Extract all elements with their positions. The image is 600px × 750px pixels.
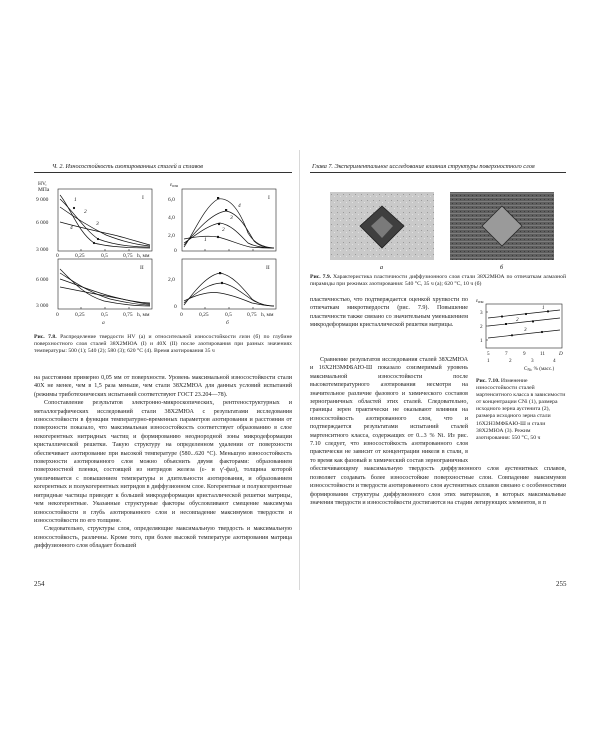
figure-7-10-label: Рис. 7.10. (476, 378, 500, 384)
curve-num-4: 4 (70, 225, 73, 231)
xb-tick-3: 0,75 (247, 312, 257, 318)
fig710-ytick-1: 1 (480, 338, 483, 344)
right-head-rule (310, 172, 566, 173)
curve-b1-3 (184, 211, 274, 248)
figure-7-9-caption (310, 274, 566, 288)
right-page-number: 255 (556, 580, 567, 588)
left-head-rule (34, 172, 292, 173)
right-paragraph-2: Сравнение результатов исследования сталей 38Х2МЮА и 16Х2Н3МФБАЮ-Ш показало соизмеримый уровень максимальной износостойкости после высокотемпературного азотирования несмотря на значительное различие фазового и химического составов зернограничных областей этих сталей. Следовательно, границы зерен практически не оказывают влияния на износостойкость азотированного слоя, что и подтверждается результатами испытаний сталей мартенситного класса, содержащих от 0...3 % Ni. Из рис. 7.10 следует, что износостойкость азотированного слоя практически не зависит от концентрации никеля в стали, в то время как фазовый и химический состав зернограничных (310, 357, 468, 464)
left-running-head: Ч. 2. Износостойкость азотированных сталей и сплавов (52, 163, 203, 170)
hv-tick-2: 6 000 (36, 220, 49, 226)
xa-tick-2: 0,5 (101, 253, 108, 259)
left-paragraph-3: Следовательно, структуры слоя, определяющие максимальную твердость и максимальную износостойкость, различны. Кроме того, при более высокой температуре азотирования матрица диффузионного слоя обладает большей (34, 526, 292, 550)
xb-unit: h, мм (261, 312, 274, 318)
right-body-narrow (310, 356, 468, 466)
panel-a-label: а (102, 320, 105, 326)
figure-7-8-label: Рис. 7.8. (34, 334, 57, 340)
figure-7-9-micrographs (330, 192, 560, 272)
left-page-number: 254 (34, 580, 45, 588)
fig710-xtop-d: D (559, 351, 563, 357)
axis-hv-unit: МПа (38, 187, 50, 193)
curve-a2-4 (60, 287, 150, 303)
fig710-line-1 (488, 310, 560, 318)
xa-tick-3: 0,75 (123, 253, 133, 259)
xa2-tick-1: 0,25 (75, 312, 85, 318)
fig710-xtop-3: 9 (523, 351, 526, 357)
curve-num-b2: 2 (222, 227, 225, 233)
curve-a2-1 (60, 269, 150, 306)
eps-tick-4: 0 (174, 248, 177, 254)
right-page (300, 0, 600, 750)
figure-7-9-label: Рис. 7.9. (310, 274, 332, 280)
fig710-num-3: 3 (524, 327, 527, 333)
figure-7-9-caption-text: Характеристика пластичности диффузионного слоя стали 38Х2МЮА по отпечаткам алмазной пирамиды при режимах азотирования: 540 °C, 35 ч (а); 620 °C, 10 ч (б) (310, 274, 567, 288)
fig710-ytick-3: 3 (480, 310, 483, 316)
curve-a2-2 (60, 273, 150, 305)
fig710-xbot-2: 2 (509, 358, 512, 364)
right-paragraph-1: пластичностью, что подтверждается оценкой хрупкости по отпечаткам микротвердости (рис. 7.9). Повышение пластичности также связано со значительным уменьшением микродеформации кристаллической решетки матрицы. (310, 297, 468, 329)
left-paragraph-2: Сопоставление результатов электронно-микроскопических, рентгеноструктурных и металлографических исследований стали 38Х2МЮА с результатами исследования износостойкости в функции температурно-временных параметров азотирования и расстояния от поверхности показало, что максимальная износостойкость соответствует образованию в слое некогерентных нитридных частиц и формированию неоднородной зоны микродеформации кристаллической решетки. Такую структуру на определенном удалении от поверхности обеспечивает азотирование при высокой температуре (580...620 °C). Меньшую износостойкость поверхности азотированного слоя можно объяснить двумя факторами: образованием поверхностной пленки, состоящей из нитридов железа (ε- и γ′-фаз), толщина которой увеличивается с повышением температуры и длительности азотирования, и образованием когерентных и полукогерентных нитридов в диффузионном слое. Когерентные и полукогерентные нитридные частицы приводят к большей микродеформации кристаллической решетки матрицы, чем некогерентные. Указанные структурные факторы обусловливают смещение максимума износостойкости в глубь азотированного слоя и несовпадение максимумов твердости и износостойкости по его толщине. (34, 400, 292, 524)
hv-tick-5: 3 000 (36, 303, 49, 309)
eps-tick-1: 6,0 (168, 197, 175, 203)
curve-num-3: 3 (96, 221, 99, 227)
eps-tick-2: 4,0 (168, 215, 175, 221)
roman-1-b: I (268, 195, 270, 201)
fig710-xbot-4: 4 (553, 358, 556, 364)
xb-tick-0: 0 (180, 312, 183, 318)
xa-unit: h, мм (137, 253, 150, 259)
xa-tick-0: 0 (56, 253, 59, 259)
right-running-head: Глава 7. Экспериментальное исследование влияния структуры поверхностного слоя (312, 163, 535, 170)
fig710-ytick-2: 2 (480, 324, 483, 330)
fig710-line-2 (488, 318, 560, 326)
axis-hv-label: HV, (38, 181, 47, 187)
hv-tick-3: 3 000 (36, 247, 49, 253)
axis-eps-label: εизн (170, 182, 178, 188)
xb-tick-2: 0,5 (225, 312, 232, 318)
xa2-tick-3: 0,75 (123, 312, 133, 318)
curve-b2-4 (184, 273, 274, 306)
fig710-num-2: 2 (516, 317, 519, 323)
curve-b1-1 (184, 236, 274, 248)
fig710-xbot-1: 1 (487, 358, 490, 364)
xa2-tick-2: 0,5 (101, 312, 108, 318)
fig79-panel-b-label: б (500, 265, 504, 271)
eps-tick-3: 2,0 (168, 233, 175, 239)
eps-tick-5: 2,0 (168, 277, 175, 283)
hv-tick-1: 9 000 (36, 197, 49, 203)
xa-tick-1: 0,25 (75, 253, 85, 259)
fig710-xtop-4: 11 (540, 351, 545, 357)
fig710-xtop-1: 5 (487, 351, 490, 357)
figure-7-8-caption-text: Распределение твердости HV (а) и относительной износостойкости εизн (б) по глубине поверхностного слоя сталей 38Х2МЮА (I) и 40Х (II) после азотирования при разных значениях температуры: 500 (1); 540 (2); 580 (3); 620 °C (4). Время азотирования 35 ч (34, 334, 293, 355)
fig710-frame (486, 304, 562, 348)
left-body-text (34, 374, 292, 551)
figure-7-10-chart (472, 296, 568, 374)
right-paragraph-2-continued: обеспечивающему максимальную твердость диффузионного слоя аустенитных сплавов, позволяет создавать более износостойкие поверхностные слои. Совпадение максимумов износостойкости и твердости азотированного слоя аустенитных сплавов связано с особенностями формирования структуры диффузионного слоя этих материалов, в которых максимальные значения твердости и износостойкости достигаются на стадии легирующих элементов, в п (310, 466, 566, 506)
curve-num-b4: 4 (238, 203, 241, 209)
xb-tick-1: 0,25 (199, 312, 209, 318)
curve-b2-3 (184, 283, 274, 306)
figure-7-10-caption-text: Изменение износостойкости сталей мартенситного класса в зависимости от концентрации CNi (1), размера исходного зерна аустенита (2), размера исходного зерна стали 16Х2Н3МФБАЮ-Ш и стали 38Х2МЮА (3). Режим азотирования: 550 °C, 50 ч (476, 378, 566, 441)
fig710-y-label: εизн (476, 298, 484, 304)
curve-a1-2 (60, 199, 150, 247)
roman-1-a: I (142, 195, 144, 201)
xa2-unit: h, мм (137, 312, 150, 318)
right-body-column (310, 296, 468, 330)
roman-2-a: II (140, 265, 144, 271)
curve-num-b3: 3 (230, 215, 233, 221)
curve-num-b1: 1 (204, 237, 207, 243)
roman-2-b: II (266, 265, 270, 271)
curve-num-1: 1 (74, 197, 77, 203)
figure-7-8 (34, 177, 286, 327)
fig710-x-label: CNi, % (масс.) (524, 366, 555, 372)
hv-tick-4: 6 000 (36, 277, 49, 283)
figure-7-8-caption (34, 334, 292, 355)
curve-a1-3 (60, 207, 150, 246)
fig710-xtop-2: 7 (505, 351, 508, 357)
fig710-num-1: 1 (542, 305, 545, 311)
eps-tick-6: 0 (174, 304, 177, 310)
curve-num-2: 2 (84, 209, 87, 215)
right-body-wide (310, 466, 566, 578)
figure-7-10-caption (476, 378, 566, 442)
fig710-xbot-3: 3 (531, 358, 534, 364)
panel-b-label: б (226, 320, 229, 326)
fig79-panel-a-label: а (380, 265, 383, 271)
left-paragraph-1: на расстоянии примерно 0,05 мм от поверхности. Уровень максимальной износостойкости стали 40Х не менее, чем в 1,5 раза меньше, чем стали 38Х2МЮА для данных условий испытаний (режимы триботехнических испытаний соответствуют ГОСТ 23.204—78). (34, 375, 292, 398)
xa2-tick-0: 0 (56, 312, 59, 318)
